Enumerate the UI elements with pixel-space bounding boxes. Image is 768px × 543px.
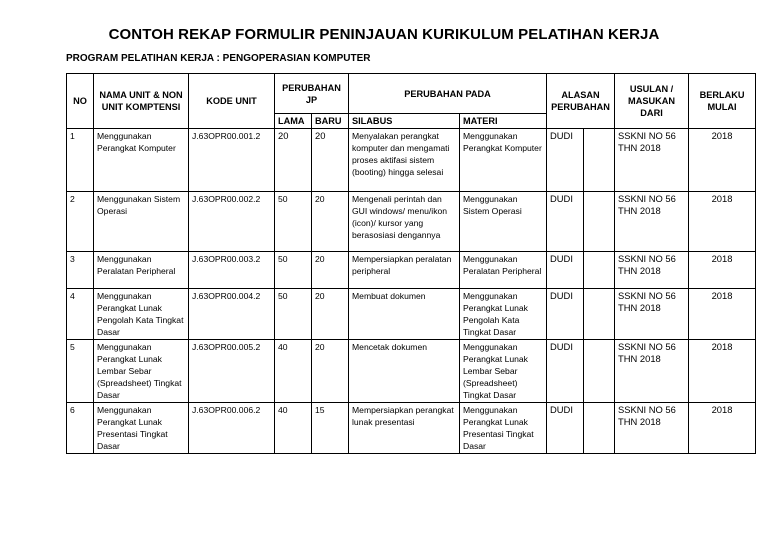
header-alasan: ALASAN PERUBAHAN: [547, 74, 615, 129]
cell-lama: 50: [275, 252, 312, 289]
cell-silabus: Mencetak dokumen: [349, 340, 460, 403]
table-row: [67, 192, 756, 252]
cell-silabus: Menyalakan perangkat komputer dan mengamati proses aktifasi sistem (booting) hingga selesai: [349, 129, 460, 192]
cell-materi: Menggunakan Peralatan Peripheral: [460, 252, 547, 289]
cell-materi: Menggunakan Perangkat Lunak Lembar Sebar (Spreadsheet) Tingkat Dasar: [460, 340, 547, 403]
cell-kode: J.63OPR00.005.2: [189, 340, 275, 403]
table-row: [67, 252, 756, 289]
cell-berlaku: 2018: [689, 129, 756, 192]
cell-berlaku: 2018: [689, 192, 756, 252]
program-label: PROGRAM PELATIHAN KERJA : PENGOPERASIAN KOMPUTER: [66, 53, 371, 64]
document-title: CONTOH REKAP FORMULIR PENINJAUAN KURIKULUM PELATIHAN KERJA: [108, 26, 660, 43]
cell-materi: Menggunakan Perangkat Komputer: [460, 129, 547, 192]
cell-no: 5: [67, 340, 94, 403]
cell-silabus: Mengenali perintah dan GUI windows/ menu/ikon (icon)/ kursor yang berasosiasi dengannya: [349, 192, 460, 252]
cell-alasan: DUDI: [547, 129, 584, 192]
cell-usulan: SSKNI NO 56 THN 2018: [615, 192, 689, 252]
cell-baru: 20: [312, 252, 349, 289]
table-row: [67, 129, 756, 192]
cell-materi: Menggunakan Perangkat Lunak Presentasi Tingkat Dasar: [460, 403, 547, 454]
table-row: [67, 289, 756, 340]
cell-baru: 20: [312, 129, 349, 192]
table-row: [67, 403, 756, 454]
header-silabus: SILABUS: [349, 114, 460, 129]
cell-berlaku: 2018: [689, 340, 756, 403]
header-lama: LAMA: [275, 114, 312, 129]
cell-alasan-blank: [584, 289, 615, 340]
cell-nama: Menggunakan Sistem Operasi: [94, 192, 189, 252]
cell-no: 2: [67, 192, 94, 252]
header-no: NO: [67, 74, 94, 129]
header-nama-unit: NAMA UNIT & NON UNIT KOMPTENSI: [94, 74, 189, 129]
cell-usulan: SSKNI NO 56 THN 2018: [615, 340, 689, 403]
cell-kode: J.63OPR00.003.2: [189, 252, 275, 289]
cell-berlaku: 2018: [689, 252, 756, 289]
header-perubahan-pada: PERUBAHAN PADA: [349, 74, 547, 114]
cell-nama: Menggunakan Perangkat Lunak Pengolah Kata Tingkat Dasar: [94, 289, 189, 340]
cell-nama: Menggunakan Perangkat Komputer: [94, 129, 189, 192]
cell-berlaku: 2018: [689, 289, 756, 340]
cell-baru: 20: [312, 289, 349, 340]
cell-usulan: SSKNI NO 56 THN 2018: [615, 289, 689, 340]
cell-kode: J.63OPR00.004.2: [189, 289, 275, 340]
cell-silabus: Membuat dokumen: [349, 289, 460, 340]
header-berlaku: BERLAKU MULAI: [689, 74, 756, 129]
cell-lama: 20: [275, 129, 312, 192]
curriculum-review-table: [66, 73, 756, 454]
cell-alasan-blank: [584, 129, 615, 192]
cell-usulan: SSKNI NO 56 THN 2018: [615, 129, 689, 192]
cell-silabus: Mempersiapkan peralatan peripheral: [349, 252, 460, 289]
header-kode-unit: KODE UNIT: [189, 74, 275, 129]
cell-lama: 40: [275, 403, 312, 454]
cell-silabus: Mempersiapkan perangkat lunak presentasi: [349, 403, 460, 454]
cell-materi: Menggunakan Perangkat Lunak Pengolah Kata Tingkat Dasar: [460, 289, 547, 340]
cell-no: 1: [67, 129, 94, 192]
cell-alasan: DUDI: [547, 192, 584, 252]
header-usulan: USULAN / MASUKAN DARI: [615, 74, 689, 129]
cell-alasan-blank: [584, 252, 615, 289]
cell-lama: 40: [275, 340, 312, 403]
cell-nama: Menggunakan Perangkat Lunak Lembar Sebar (Spreadsheet) Tingkat Dasar: [94, 340, 189, 403]
cell-lama: 50: [275, 289, 312, 340]
cell-kode: J.63OPR00.006.2: [189, 403, 275, 454]
cell-nama: Menggunakan Peralatan Peripheral: [94, 252, 189, 289]
cell-alasan: DUDI: [547, 289, 584, 340]
cell-alasan-blank: [584, 340, 615, 403]
cell-usulan: SSKNI NO 56 THN 2018: [615, 252, 689, 289]
table-row: [67, 340, 756, 403]
cell-no: 4: [67, 289, 94, 340]
cell-lama: 50: [275, 192, 312, 252]
cell-baru: 20: [312, 192, 349, 252]
cell-usulan: SSKNI NO 56 THN 2018: [615, 403, 689, 454]
cell-no: 3: [67, 252, 94, 289]
cell-nama: Menggunakan Perangkat Lunak Presentasi Tingkat Dasar: [94, 403, 189, 454]
cell-alasan: DUDI: [547, 340, 584, 403]
cell-kode: J.63OPR00.002.2: [189, 192, 275, 252]
cell-alasan-blank: [584, 192, 615, 252]
cell-baru: 20: [312, 340, 349, 403]
header-materi: MATERI: [460, 114, 547, 129]
cell-alasan-blank: [584, 403, 615, 454]
cell-kode: J.63OPR00.001.2: [189, 129, 275, 192]
cell-alasan: DUDI: [547, 403, 584, 454]
cell-alasan: DUDI: [547, 252, 584, 289]
header-baru: BARU: [312, 114, 349, 129]
cell-berlaku: 2018: [689, 403, 756, 454]
cell-materi: Menggunakan Sistem Operasi: [460, 192, 547, 252]
header-perubahan-jp: PERUBAHAN JP: [275, 74, 349, 114]
cell-baru: 15: [312, 403, 349, 454]
cell-no: 6: [67, 403, 94, 454]
